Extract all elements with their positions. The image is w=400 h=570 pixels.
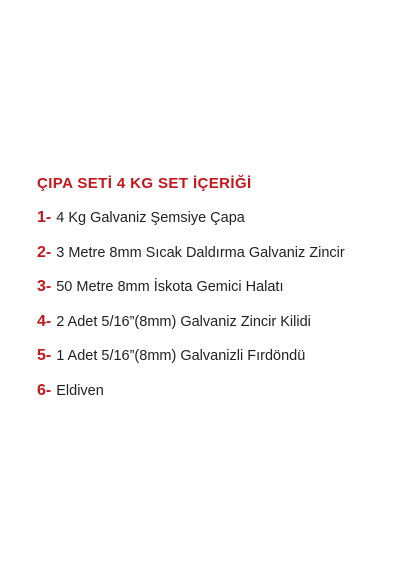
item-text: 4 Kg Galvaniz Şemsiye Çapa: [56, 210, 245, 226]
list-item: [37, 312, 345, 347]
item-number: 2-: [37, 243, 52, 261]
item-text: 50 Metre 8mm İskota Gemici Halatı: [56, 279, 284, 295]
list-item: [37, 243, 345, 278]
list-item: [37, 346, 345, 381]
item-text: 1 Adet 5/16”(8mm) Galvanizli Fırdöndü: [56, 348, 306, 364]
item-text: 2 Adet 5/16”(8mm) Galvaniz Zincir Kilidi: [56, 313, 311, 330]
list-item: [37, 381, 345, 416]
list-item: [37, 277, 345, 312]
item-number: 1-: [37, 209, 52, 226]
item-number: 4-: [37, 312, 52, 330]
item-text: 3 Metre 8mm Sıcak Daldırma Galvaniz Zincir: [56, 244, 345, 261]
set-contents-list: [37, 208, 345, 415]
item-number: 3-: [37, 278, 52, 295]
set-contents-title: ÇIPA SETİ 4 KG SET İÇERİĞİ: [37, 175, 252, 192]
list-item: [37, 208, 345, 243]
item-text: Eldiven: [56, 382, 104, 399]
item-number: 5-: [37, 347, 52, 364]
item-number: 6-: [37, 381, 52, 399]
